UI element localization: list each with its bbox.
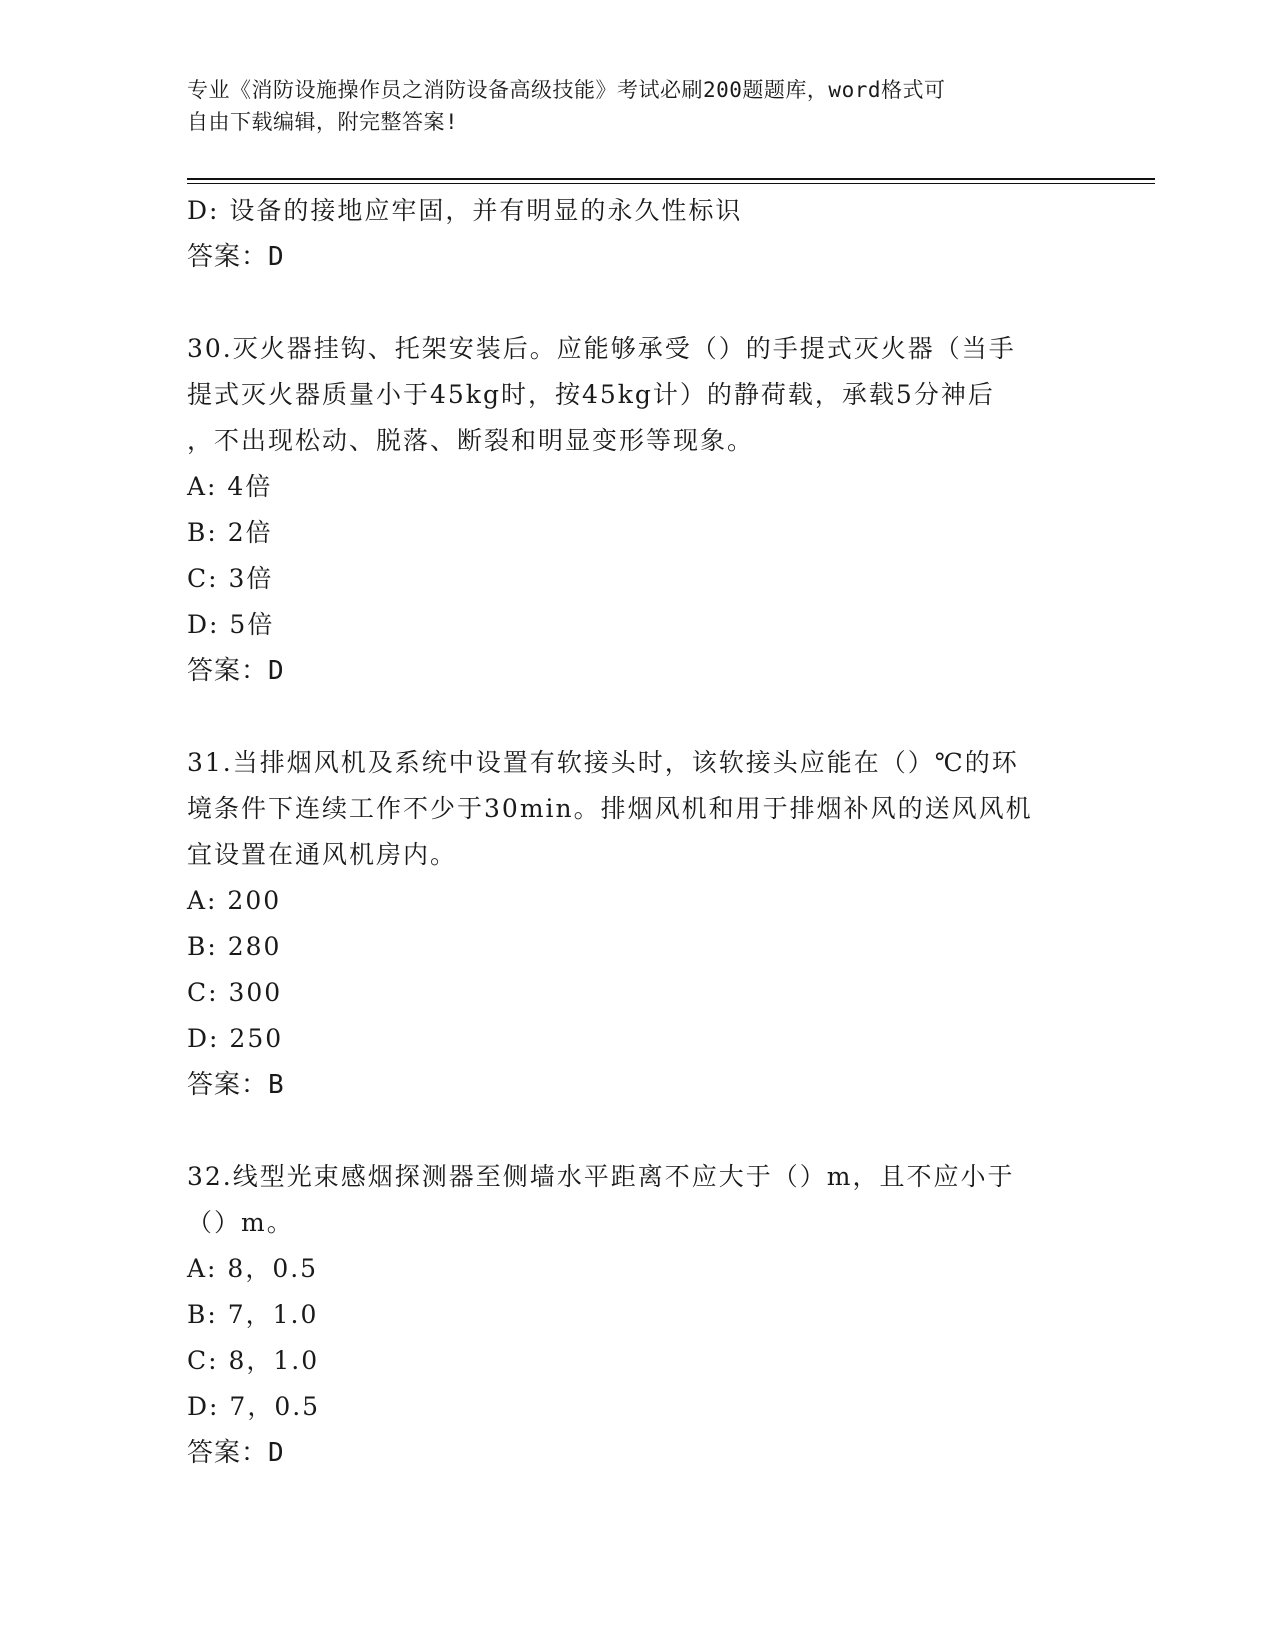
- option-b: B: 7，1.0: [187, 1300, 319, 1329]
- question-text-line: 宜设置在通风机房内。: [187, 840, 458, 869]
- option-d: D: 5倍: [187, 610, 275, 639]
- option-d: D: 7，0.5: [187, 1392, 321, 1421]
- page-header: [187, 74, 1067, 138]
- answer-line: 答案：D: [187, 242, 285, 272]
- question-text-line: 提式灭火器质量小于45kg时，按45kg计）的静荷载，承载5分神后: [187, 380, 995, 409]
- question-text-line: （）m。: [187, 1208, 294, 1237]
- question-text-line: 32.线型光束感烟探测器至侧墙水平距离不应大于（）m，且不应小于: [187, 1162, 1015, 1191]
- option-c: C: 3倍: [187, 564, 274, 593]
- question-30: [187, 326, 1087, 694]
- option-b: B: 280: [187, 932, 282, 961]
- spacer: [187, 694, 1087, 740]
- option-a: A: 4倍: [187, 472, 273, 501]
- header-divider-thin: [187, 183, 1155, 184]
- question-32: [187, 1154, 1087, 1476]
- option-c: C: 8，1.0: [187, 1346, 320, 1375]
- option-d: D: 250: [187, 1024, 284, 1053]
- option-c: C: 300: [187, 978, 283, 1007]
- option-a: A: 8，0.5: [187, 1254, 319, 1283]
- question-31: [187, 740, 1087, 1108]
- spacer: [187, 1108, 1087, 1154]
- question-content: [187, 188, 1087, 1476]
- previous-question-tail: [187, 188, 1087, 280]
- header-divider-thick: [187, 178, 1155, 180]
- option-b: B: 2倍: [187, 518, 273, 547]
- answer-line: 答案：D: [187, 1438, 285, 1468]
- answer-line: 答案：B: [187, 1070, 285, 1100]
- question-text-line: ，不出现松动、脱落、断裂和明显变形等现象。: [187, 426, 755, 455]
- question-text-line: 31.当排烟风机及系统中设置有软接头时，该软接头应能在（）℃的环: [187, 748, 1019, 777]
- question-text-line: 30.灭火器挂钩、托架安装后。应能够承受（）的手提式灭火器（当手: [187, 334, 1016, 363]
- spacer: [187, 280, 1087, 326]
- option-a: A: 200: [187, 886, 282, 915]
- question-text-line: 境条件下连续工作不少于30min。排烟风机和用于排烟补风的送风风机: [187, 794, 1033, 823]
- option-d: D: 设备的接地应牢固，并有明显的永久性标识: [187, 196, 743, 225]
- answer-line: 答案：D: [187, 656, 285, 686]
- header-title-line-1: 专业《消防设施操作员之消防设备高级技能》考试必刷200题题库，word格式可: [187, 78, 946, 102]
- header-title-line-2: 自由下载编辑，附完整答案!: [187, 110, 459, 134]
